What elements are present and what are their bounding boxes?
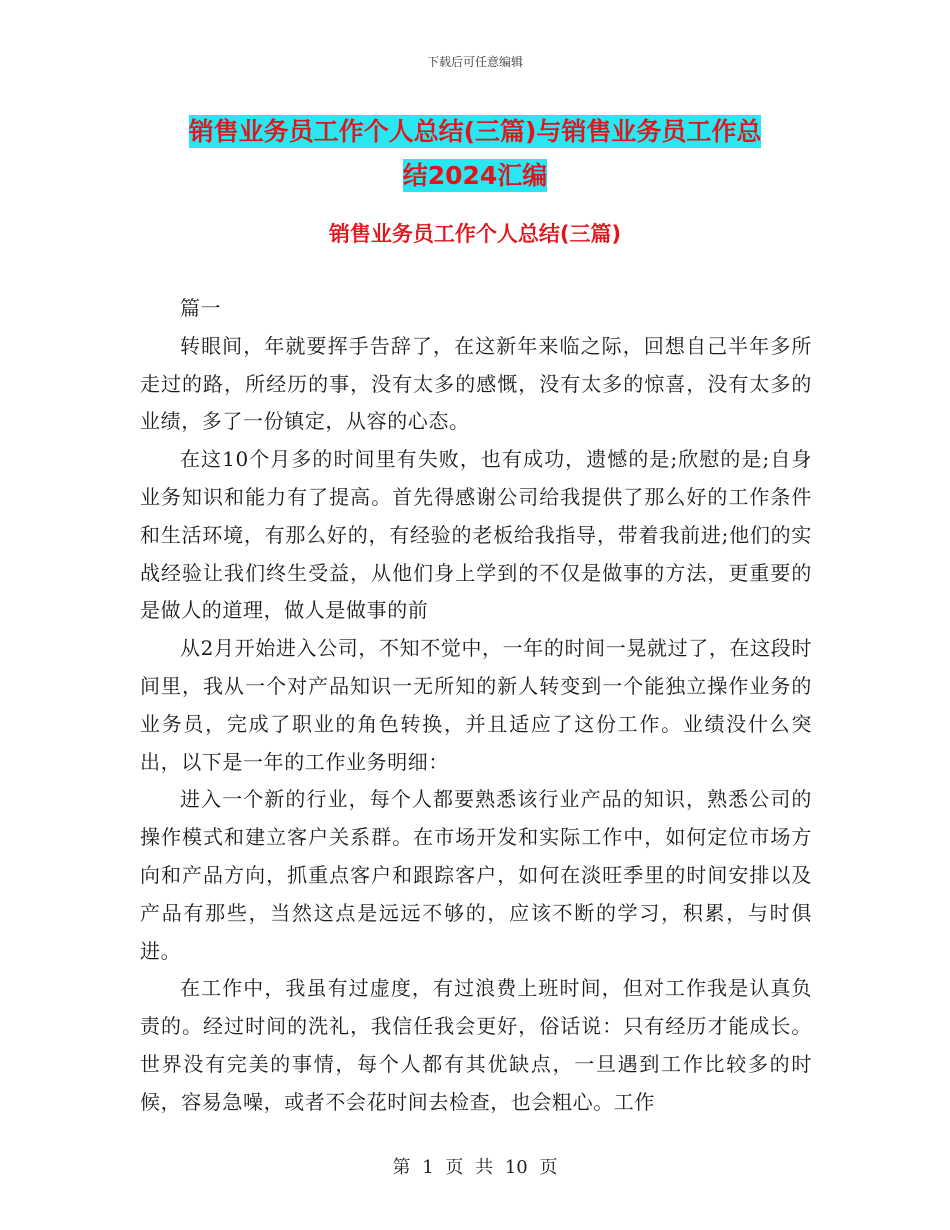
document-body xyxy=(140,290,812,1122)
section-label: 篇一 xyxy=(180,296,222,320)
sub-title: 销售业务员工作个人总结(三篇) xyxy=(328,222,622,246)
page-footer: 第 1 页 共 10 页 xyxy=(392,1157,558,1178)
paragraph: 进入一个新的行业，每个人都要熟悉该行业产品的知识，熟悉公司的操作模式和建立客户关系群。在市场开发和实际工作中，如何定位市场方向和产品方向，抓重点客户和跟踪客户，如何在淡旺季里的时间安排以及产品有那些，当然这点是远远不够的，应该不断的学习，积累，与时俱进。 xyxy=(140,787,812,963)
paragraph: 在这10个月多的时间里有失败，也有成功，遗憾的是;欣慰的是;自身业务知识和能力有了提高。首先得感谢公司给我提供了那么好的工作条件和生活环境，有那么好的，有经验的老板给我指导，带着我前进;他们的实战经验让我们终生受益，从他们身上学到的不仅是做事的方法，更重要的是做人的道理，做人是做事的前 xyxy=(140,447,812,623)
header-note: 下载后可任意编辑 xyxy=(426,55,523,69)
main-title-line1: 销售业务员工作个人总结(三篇)与销售业务员工作总 xyxy=(188,117,762,146)
paragraph: 在工作中，我虽有过虚度，有过浪费上班时间，但对工作我是认真负责的。经过时间的洗礼，我信任我会更好，俗话说：只有经历才能成长。世界没有完美的事情，每个人都有其优缺点，一旦遇到工作比较多的时候，容易急噪，或者不会花时间去检查，也会粗心。工作 xyxy=(140,976,812,1114)
paragraph: 从2月开始进入公司，不知不觉中，一年的时间一晃就过了，在这段时间里，我从一个对产品知识一无所知的新人转变到一个能独立操作业务的业务员，完成了职业的角色转换，并且适应了这份工作。业绩没什么突出，以下是一年的工作业务明细： xyxy=(140,636,812,774)
main-title-line2: 结2024汇编 xyxy=(402,161,548,190)
main-title xyxy=(0,110,950,198)
paragraph: 转眼间，年就要挥手告辞了，在这新年来临之际，回想自己半年多所走过的路，所经历的事，没有太多的感慨，没有太多的惊喜，没有太多的业绩，多了一份镇定，从容的心态。 xyxy=(140,333,812,434)
